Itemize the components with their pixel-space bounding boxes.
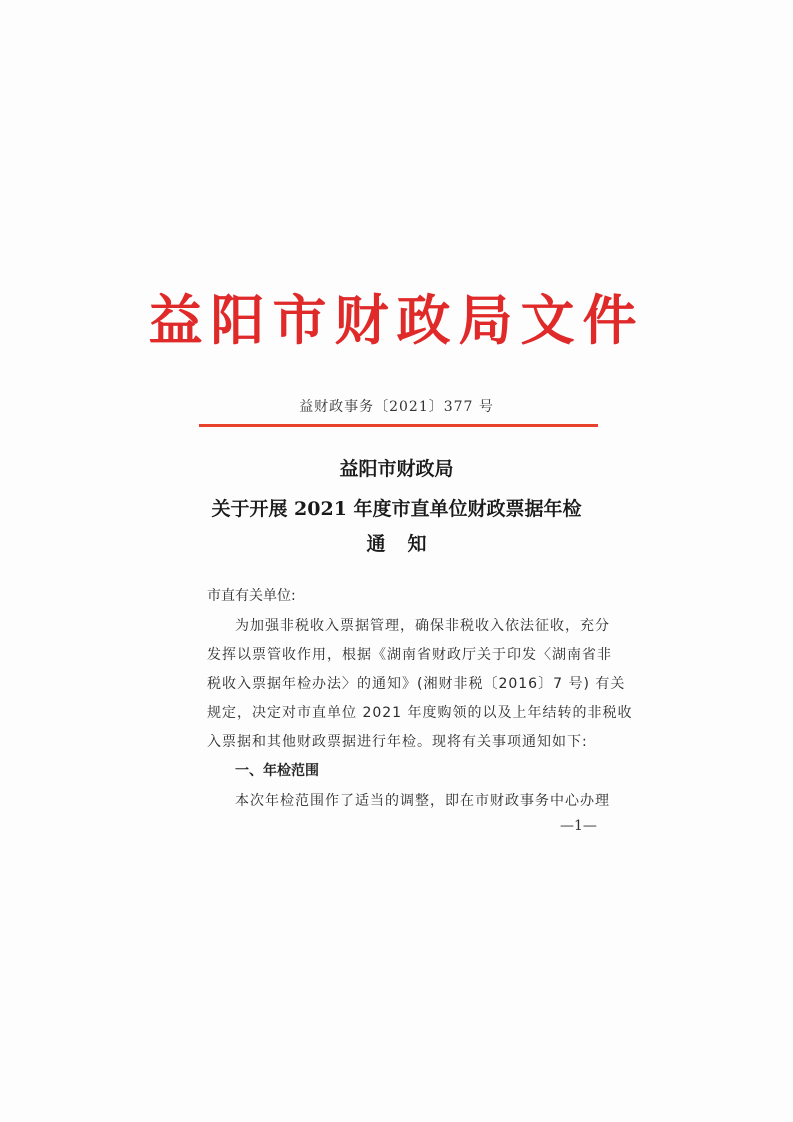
paragraph-line: 规定，决定对市直单位 2021 年度购领的以及上年结转的非税收 [207,705,633,721]
notice-title-subject: 关于开展 2021 年度市直单位财政票据年检 [211,498,582,520]
paragraph-line: 入票据和其他财政票据进行年检。现将有关事项通知如下: [207,734,588,750]
paragraph-line: 发挥以票管收作用，根据《湖南省财政厅关于印发〈湖南省非 [207,647,612,663]
red-divider-line [199,424,598,427]
paragraph-line: 税收入票据年检办法〉的通知》(湘财非税〔2016〕7 号) 有关 [207,676,626,692]
paragraph-line: 为加强非税收入票据管理，确保非税收入依法征收，充分 [235,618,610,634]
notice-title-type: 通知 [366,533,449,555]
section-paragraph-line: 本次年检范围作了适当的调整，即在市财政事务中心办理 [235,793,610,809]
page-number: —1— [560,818,597,834]
notice-title-issuer: 益阳市财政局 [339,458,454,480]
document-header-title: 益阳市财政局文件 [148,288,645,352]
salutation: 市直有关单位: [207,588,296,604]
document-number: 益财政事务〔2021〕377 号 [299,399,494,415]
section-heading: 一、年检范围 [235,763,319,779]
